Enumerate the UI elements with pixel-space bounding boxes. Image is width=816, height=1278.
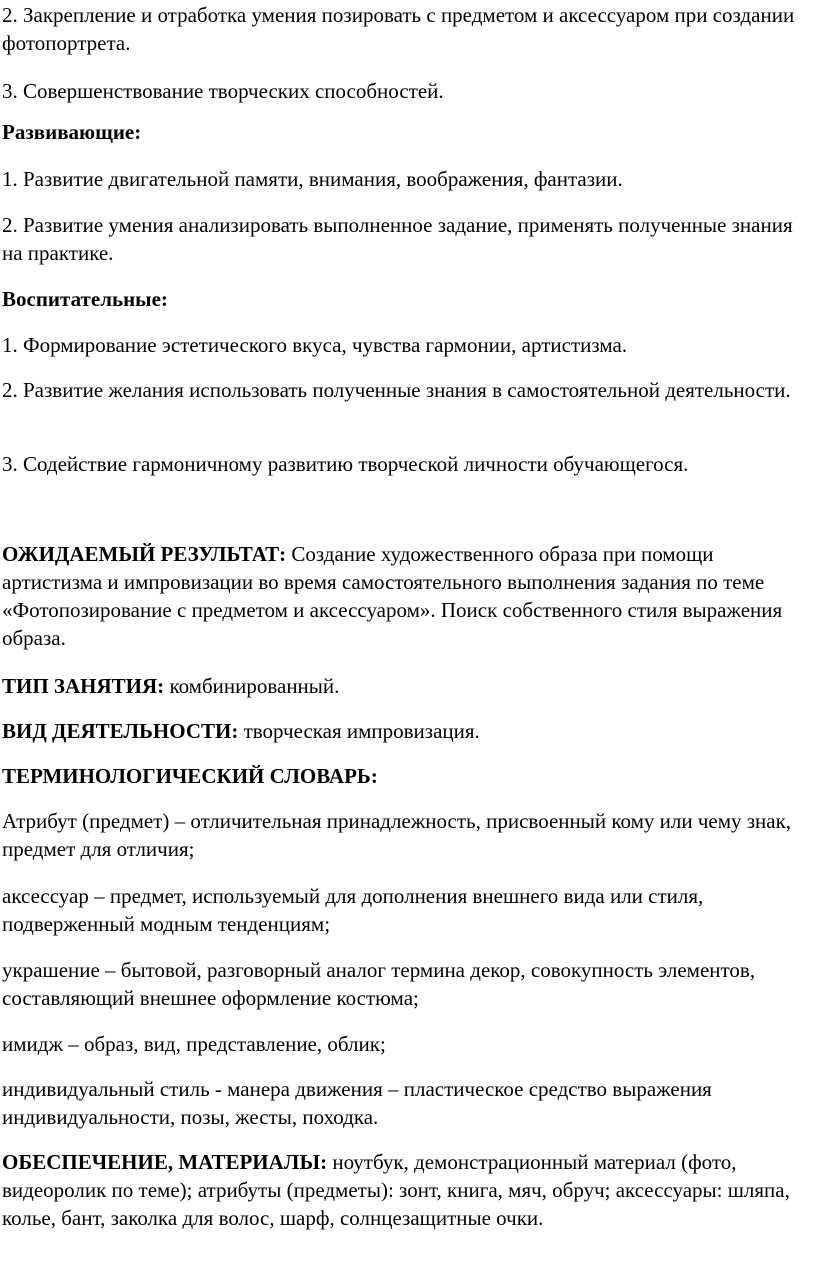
lesson-type-text: комбинированный. [164, 674, 340, 698]
glossary-term-decoration: украшение – бытовой, разговорный аналог термина декор, совокупность элементов, составляющий внешнее оформление костюма; [2, 958, 756, 1010]
developing-item-2: 2. Развитие умения анализировать выполненное задание, применять полученные знания на практике. [2, 213, 793, 265]
lesson-type-paragraph [2, 672, 814, 700]
developing-item-1: 1. Развитие двигательной памяти, внимания, воображения, фантазии. [2, 167, 623, 191]
goal-item-2: 2. Закрепление и отработка умения позировать с предметом и аксессуаром при создании фотопортрета. [2, 3, 795, 55]
educational-item-3: 3. Содействие гармоничному развитию творческой личности обучающегося. [2, 452, 689, 476]
activity-type-text: творческая импровизация. [238, 719, 480, 743]
educational-item-1: 1. Формирование эстетического вкуса, чувства гармонии, артистизма. [2, 333, 628, 357]
activity-type-paragraph [2, 717, 814, 745]
glossary-term-style: индивидуальный стиль - манера движения – пластическое средство выражения индивидуальности, позы, жесты, походка. [2, 1077, 712, 1129]
lesson-type-label: ТИП ЗАНЯТИЯ: [2, 674, 165, 698]
developing-heading: Развивающие: [2, 120, 142, 144]
materials-text: ноутбук, демонстрационный материал (фото, видеоролик по теме); атрибуты (предметы): зонт, книга, мяч, обруч; аксессуары: шляпа, колье, бант, заколка для волос, шарф, солнцезащитные очки. [2, 1150, 790, 1230]
expected-result-text: Создание художественного образа при помощи артистизма и импровизации во время самостоятельного выполнения задания по теме «Фотопозирование с предметом и аксессуаром». Поиск собственного стиля выражения образа. [2, 542, 783, 650]
glossary-heading: ТЕРМИНОЛОГИЧЕСКИЙ СЛОВАРЬ: [2, 764, 378, 788]
expected-result-label: ОЖИДАЕМЫЙ РЕЗУЛЬТАТ: [2, 542, 287, 566]
materials-label: ОБЕСПЕЧЕНИЕ, МАТЕРИАЛЫ: [2, 1150, 328, 1174]
educational-heading: Воспитательные: [2, 287, 168, 311]
expected-result-paragraph [2, 540, 814, 652]
glossary-term-image: имидж – образ, вид, представление, облик; [2, 1032, 386, 1056]
materials-paragraph [2, 1148, 814, 1232]
educational-item-2: 2. Развитие желания использовать полученные знания в самостоятельной деятельности. [2, 378, 791, 402]
glossary-term-attribute: Атрибут (предмет) – отличительная принадлежность, присвоенный кому или чему знак, предмет для отличия; [2, 809, 792, 861]
glossary-term-accessory: аксессуар – предмет, используемый для дополнения внешнего вида или стиля, подверженный модным тенденциям; [2, 884, 704, 936]
activity-type-label: ВИД ДЕЯТЕЛЬНОСТИ: [2, 719, 239, 743]
goal-item-3: 3. Совершенствование творческих способностей. [2, 79, 444, 103]
